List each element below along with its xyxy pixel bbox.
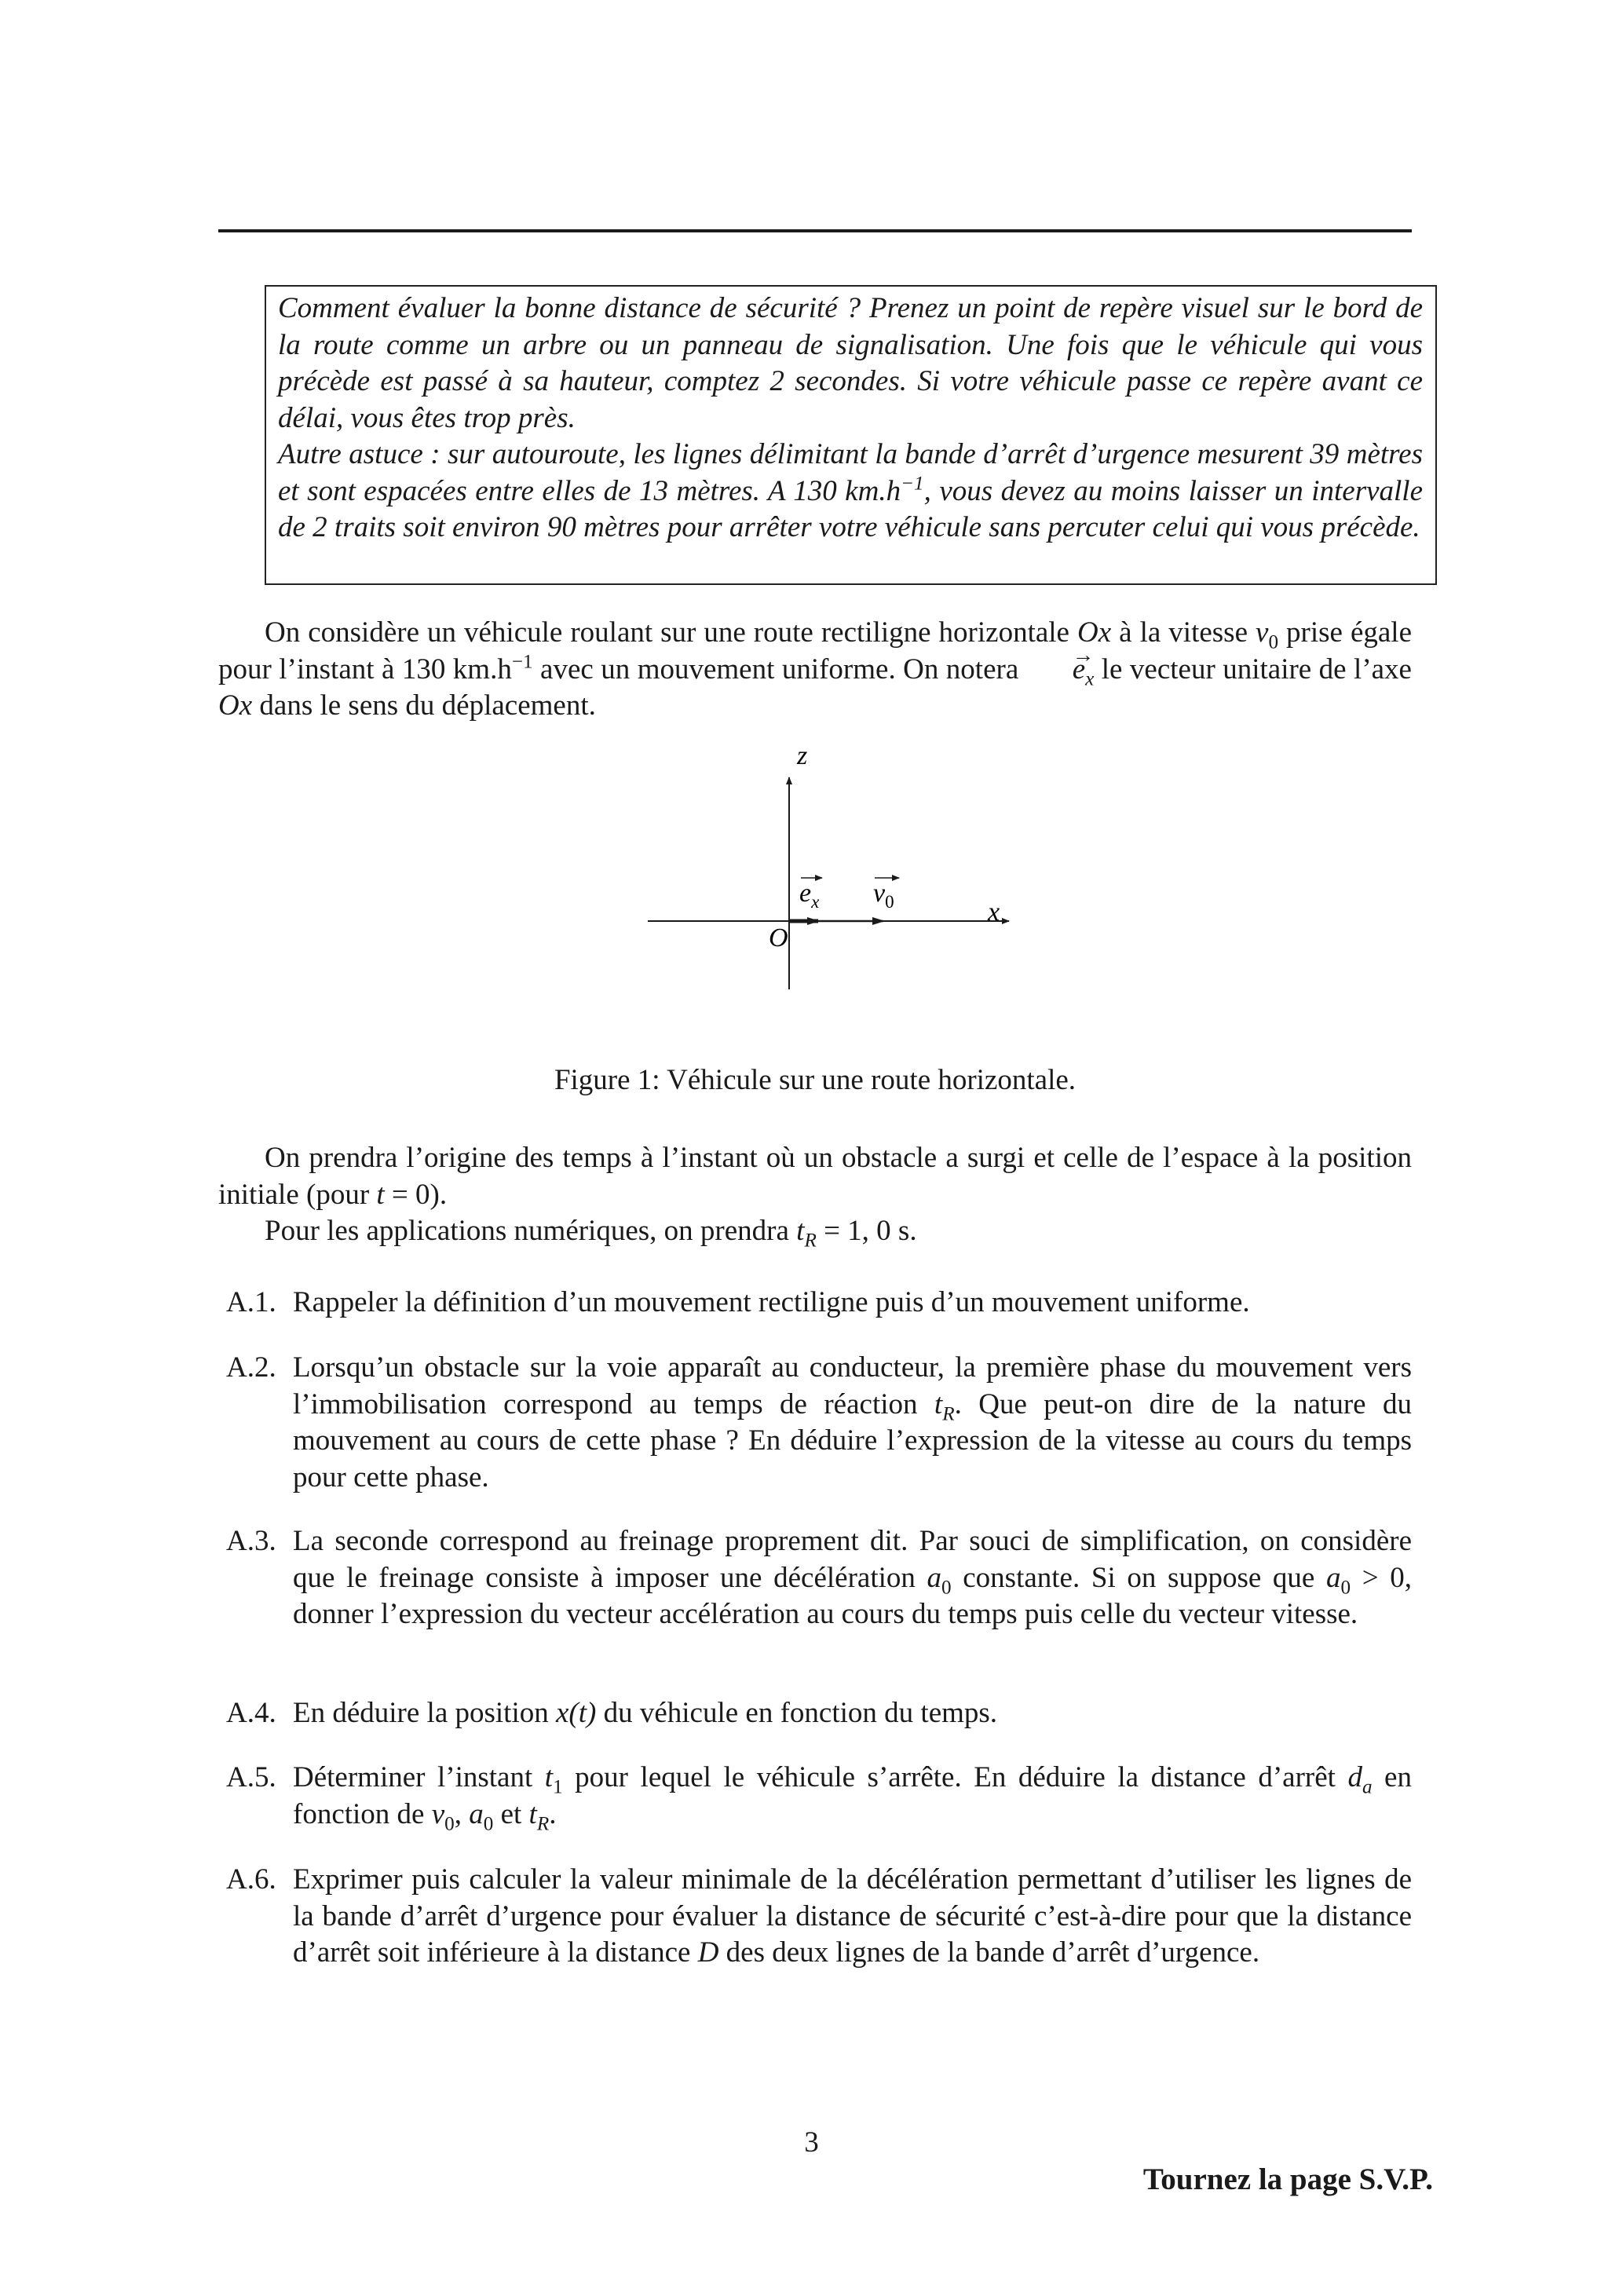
- question-text: Rappeler la définition d’un mouvement rectiligne puis d’un mouvement uniforme.: [293, 1286, 1250, 1318]
- figure-caption: Figure 1: Véhicule sur une route horizontale.: [554, 1064, 1077, 1096]
- tip-paragraph-2: Autre astuce : sur autouroute, les lignes délimitant la bande d’arrêt d’urgence mesurent 39 mètres et sont espacées entre elles de 13 mètres. A 130 $km.h^{-1}$, vous devez au moins laisser un intervalle de 2 traits soit environ 90 mètres pour arrêter votre véhicule sans percuter celui qui vous précède.: [278, 438, 1423, 543]
- question-a4: [218, 1695, 1412, 1732]
- question-text: Déterminer l’instant $t_1$ pour lequel le véhicule s’arrête. En déduire la distance d’arrêt $d_a$ en fonction de $v_0$, $a_0$ et $t_R$.: [293, 1761, 1412, 1834]
- question-a2: [218, 1350, 1412, 1496]
- question-number: A.6.: [226, 1863, 276, 1896]
- question-text: En déduire la position x(t) du véhicule en fonction du temps.: [293, 1697, 998, 1729]
- intro-paragraph: On considère un véhicule roulant sur une route rectiligne horizontale Ox à la vitesse $v_0$ prise égale pour l’instant à 130 $km.h^{-1}$ avec un mouvement uniforme. On notera $e_x$ → le vecteur unitaire de l’axe Ox dans le sens du déplacement.: [218, 615, 1412, 725]
- question-number: A.4.: [226, 1697, 276, 1729]
- figure-axes: [612, 746, 1052, 1005]
- ex-vector-symbol: $e_x$ →: [1026, 652, 1095, 689]
- safety-tip-box: [265, 285, 1437, 585]
- question-a1: [218, 1285, 1412, 1322]
- question-text: Lorsqu’un obstacle sur la voie apparaît au conducteur, la première phase du mouvement vers l’immobilisation correspond au temps de réaction $t_R$. Que peut-on dire de la nature du mouvement au cours de cette phase ? En déduire l’expression de la vitesse au cours du temps pour cette phase.: [293, 1351, 1412, 1493]
- page-number: 3: [804, 2126, 819, 2159]
- header-rule: [218, 229, 1412, 232]
- question-text: Exprimer puis calculer la valeur minimale de la décélération permettant d’utiliser les lignes de la bande d’arrêt d’urgence pour évaluer la distance de sécurité c’est-à-dire pour que la distance d’arrêt soit inférieure à la distance D des deux lignes de la bande d’arrêt d’urgence.: [293, 1863, 1412, 1969]
- origin-paragraph: On prendra l’origine des temps à l’instant où un obstacle a surgi et celle de l’espace à la position initiale (pour t = 0). Pour les applications numériques, on prendra $t_R = 1$, 0 s.: [218, 1142, 1412, 1252]
- question-number: A.2.: [226, 1351, 276, 1384]
- question-a3: [218, 1523, 1412, 1633]
- origin-label: O: [769, 923, 788, 952]
- question-number: A.1.: [226, 1286, 276, 1318]
- question-number: A.5.: [226, 1761, 276, 1793]
- turn-page-note: Tournez la page S.V.P.: [1142, 2163, 1433, 2196]
- question-a5: [218, 1760, 1412, 1833]
- tip-paragraph-1: Comment évaluer la bonne distance de sécurité ? Prenez un point de repère visuel sur le bord de la route comme un arbre ou un panneau de signalisation. Une fois que le véhicule qui vous précède est passé à sa hauteur, comptez 2 secondes. Si votre véhicule passe ce repère avant ce délai, vous êtes trop près.: [278, 292, 1423, 434]
- z-axis-label: z: [797, 746, 808, 770]
- ex-label: $e_x$: [799, 879, 820, 912]
- question-a6: [218, 1862, 1412, 1972]
- question-number: A.3.: [226, 1525, 276, 1557]
- question-text: La seconde correspond au freinage proprement dit. Par souci de simplification, on considère que le freinage consiste à imposer une décélération $a_0$ constante. Si on suppose que $a_0 > 0$, donner l’expression du vecteur accélération au cours du temps puis celle du vecteur vitesse.: [293, 1525, 1412, 1630]
- v0-label: $v_0$: [873, 879, 894, 912]
- x-axis-label: x: [988, 898, 1000, 927]
